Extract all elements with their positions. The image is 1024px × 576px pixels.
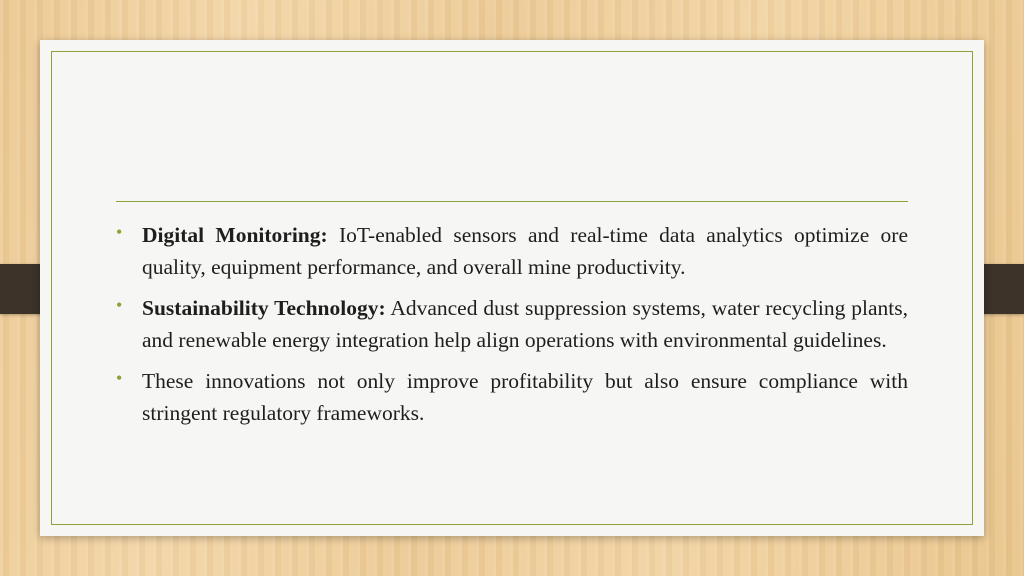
bullet-item-innovations [116, 365, 908, 429]
bullet-text: These innovations not only improve profitability but also ensure compliance with stringent regulatory frameworks. [142, 369, 908, 425]
bullet-list [116, 219, 908, 438]
bullet-dot-icon: • [116, 368, 123, 388]
bullet-label: Digital Monitoring: [142, 223, 328, 247]
bullet-dot-icon: • [116, 222, 123, 242]
title-divider [116, 201, 908, 202]
bullet-label: Sustainability Technology: [142, 296, 386, 320]
bullet-text: IoT-enabled sensors and real-time data analytics optimize ore quality, equipment performance, and overall mine productivity. [142, 223, 908, 279]
bullet-dot-icon: • [116, 295, 123, 315]
bullet-text: Advanced dust suppression systems, water recycling plants, and renewable energy integration help align operations with environmental guidelines. [142, 296, 908, 352]
bullet-item-digital-monitoring [116, 219, 908, 283]
bullet-item-sustainability-technology [116, 292, 908, 356]
